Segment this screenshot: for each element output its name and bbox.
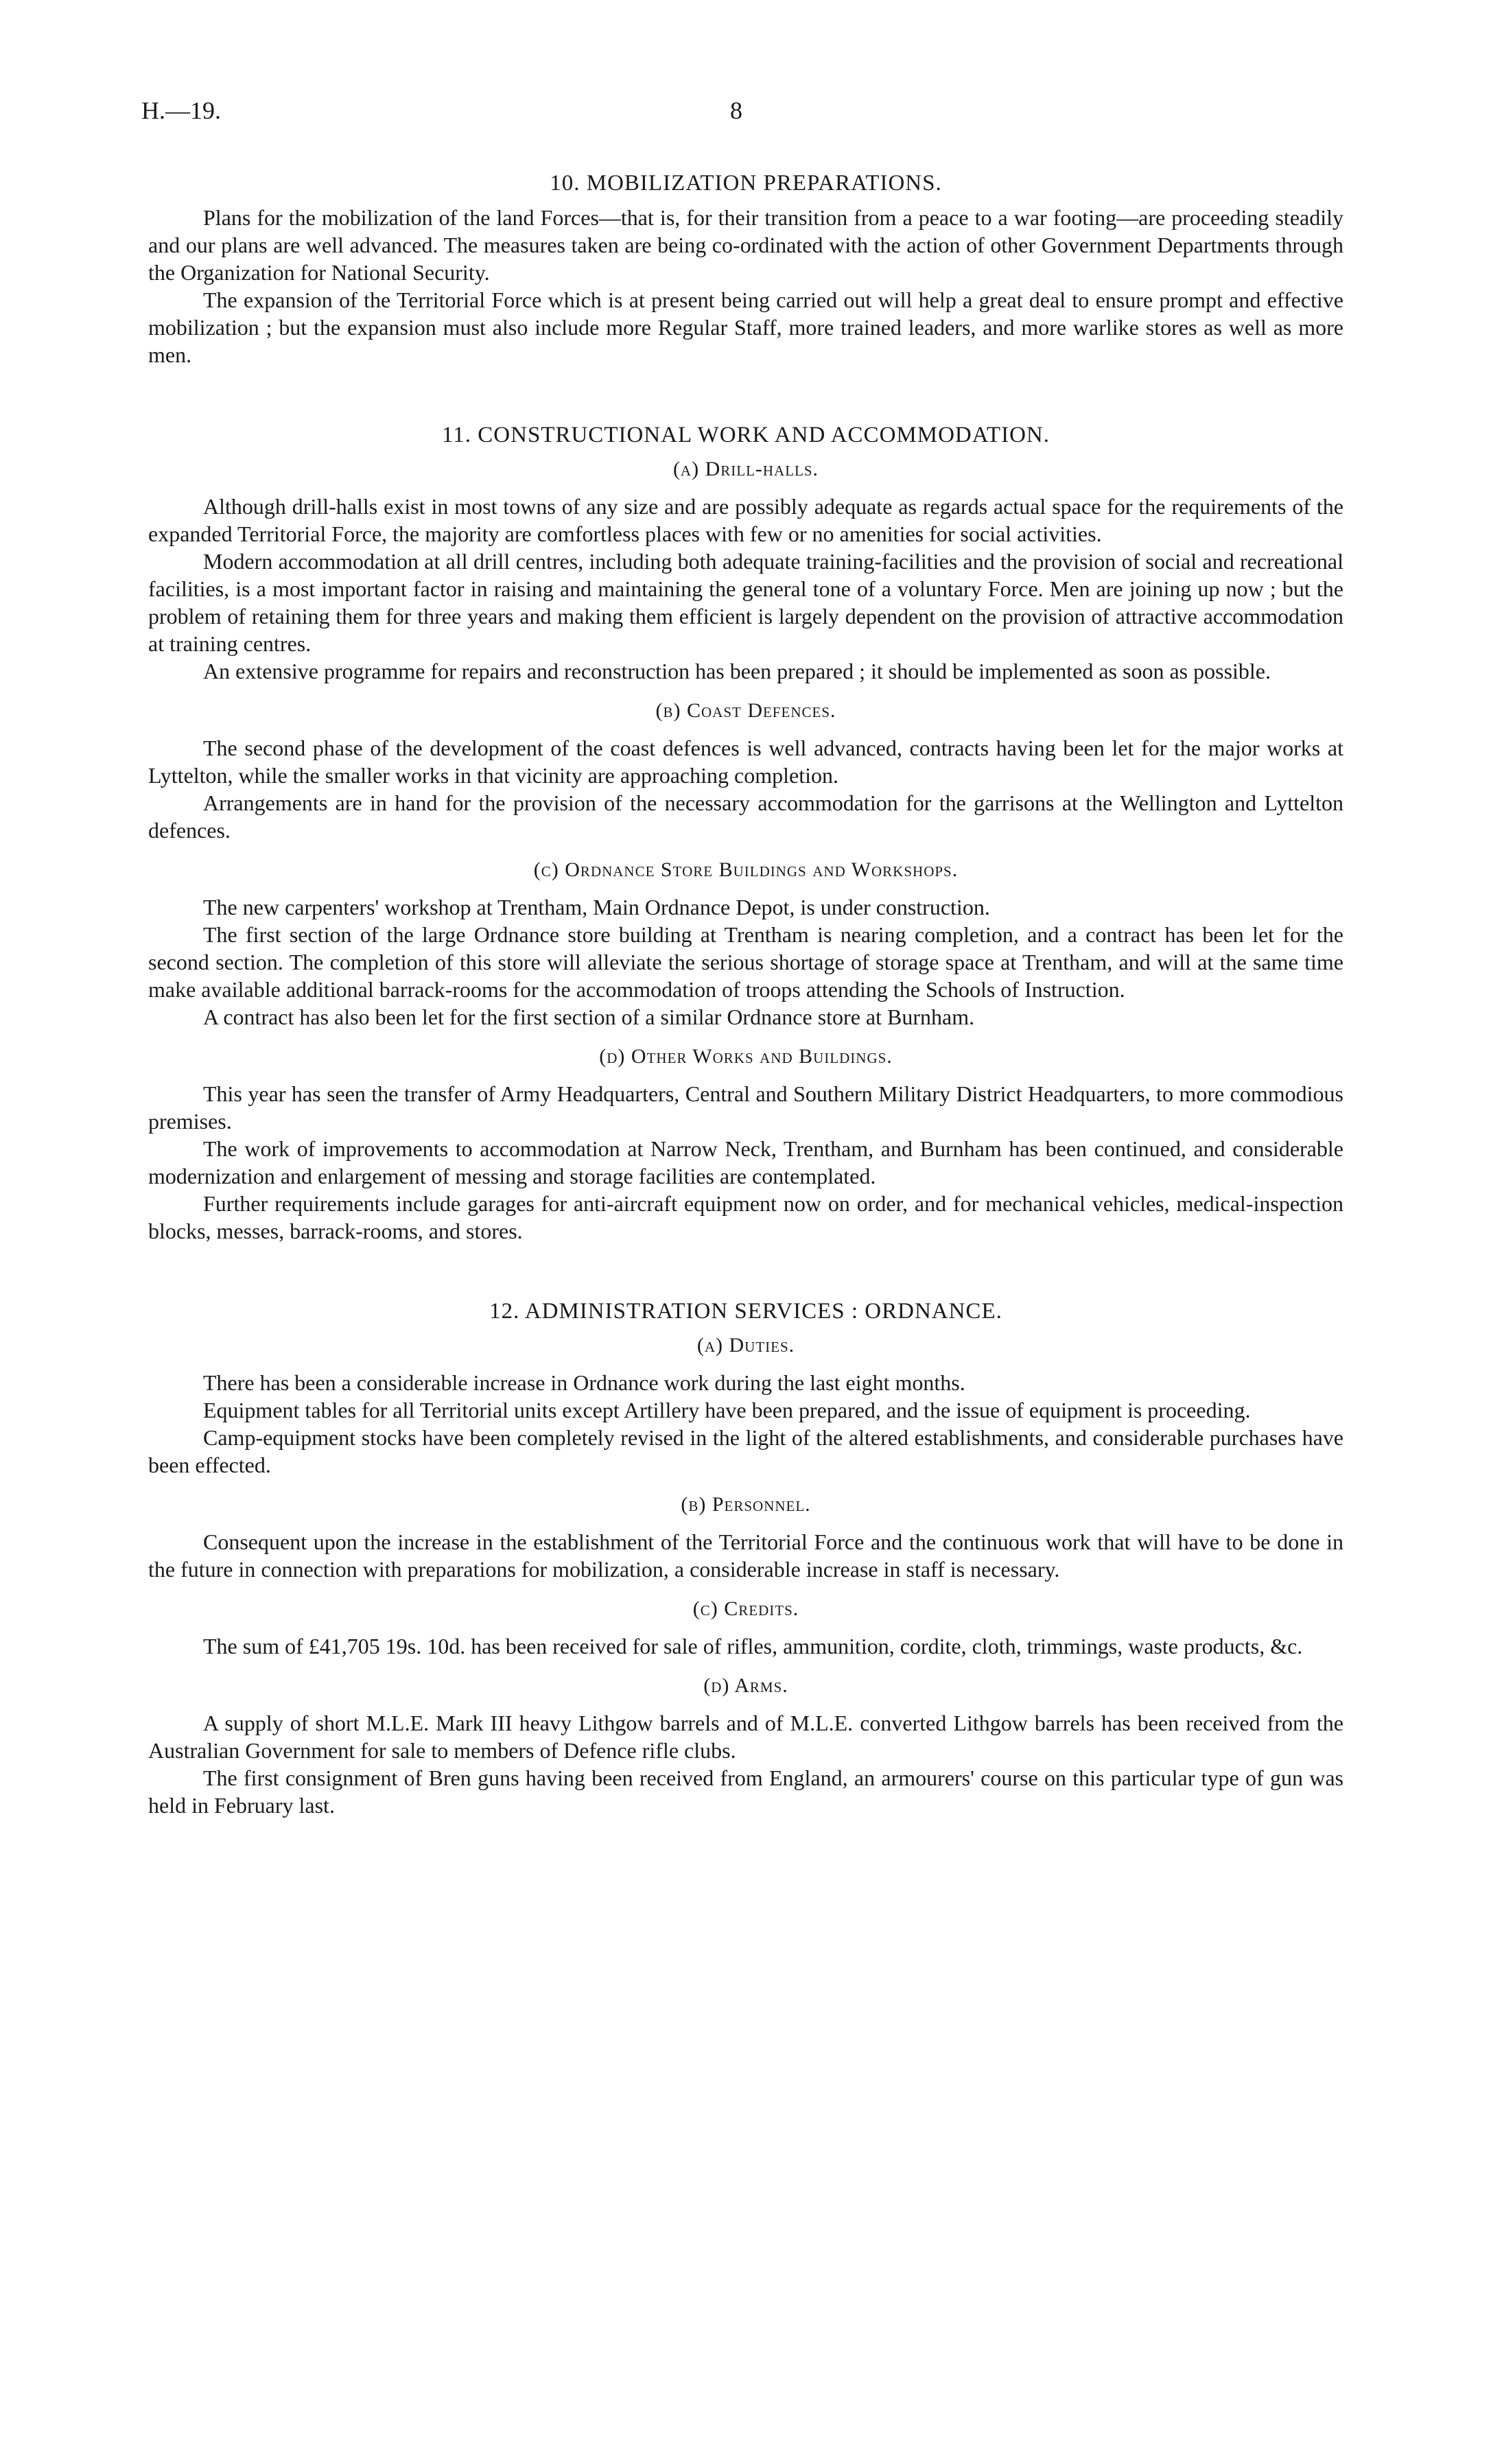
subsection-heading-ordnance-store: (c) Ordnance Store Buildings and Workshops. [533,858,959,881]
subsection-heading-credits: (c) Credits. [692,1597,799,1620]
paragraph: Plans for the mobilization of the land Forces—that is, for their transition from a peace to a war footing—are proceeding steadily and our plans are well advanced. The measures taken are being co-ordinated with the action of other Government Departments through the Organization for National Security. [148,205,1343,285]
paragraph: This year has seen the transfer of Army Headquarters, Central and Southern Military District Headquarters, to more commodious premises. [148,1081,1343,1134]
section-mobilization-preparations [148,168,1343,368]
section-administration-services [148,1296,1343,1819]
document-reference: H.—19. [141,97,221,124]
subsection-heading-duties: (a) Duties. [696,1334,795,1357]
paragraph: The expansion of the Territorial Force which is at present being carried out will help a great deal to ensure prompt and effective mobilization ; but the expansion must also include more Regular Staff, more trained leaders, and more warlike stores as well as more men. [148,288,1343,367]
subsection-heading-personnel: (b) Personnel. [681,1493,811,1516]
paragraph: Arrangements are in hand for the provision of the necessary accommodation for the garrisons at the Wellington and Lyttelton defences. [148,790,1343,843]
paragraph: The second phase of the development of the coast defences is well advanced, contracts having been let for the major works at Lyttelton, while the smaller works in that vicinity are approaching completion. [148,736,1343,788]
subsection-heading-arms: (d) Arms. [703,1674,788,1697]
paragraph: Camp-equipment stocks have been completely revised in the light of the altered establishments, and considerable purchases have been effected. [148,1425,1343,1477]
paragraph: The work of improvements to accommodation at Narrow Neck, Trentham, and Burnham has been continued, and considerable modernization and enlargement of messing and storage facilities are contemplated. [148,1136,1343,1188]
paragraph: An extensive programme for repairs and reconstruction has been prepared ; it should be implemented as soon as possible. [203,659,1271,683]
paragraph: A contract has also been let for the first section of a similar Ordnance store at Burnham. [203,1005,975,1029]
page-header [141,96,1350,137]
section-heading: 11. CONSTRUCTIONAL WORK AND ACCOMMODATION. [442,423,1050,447]
subsection-heading-other-works: (d) Other Works and Buildings. [599,1045,893,1068]
paragraph: The new carpenters' workshop at Trentham, Main Ordnance Depot, is under construction. [203,895,990,919]
subsection-heading-drill-halls: (a) Drill-halls. [672,458,819,480]
paragraph: The first section of the large Ordnance store building at Trentham is nearing completion, and a contract has been let for the second section. The completion of this store will alleviate the serious shortage of storage space at Trentham, and will at the same time make available additional barrack-rooms for the accommodation of troops attending the Schools of Instruction. [148,922,1343,1002]
paragraph: A supply of short M.L.E. Mark III heavy Lithgow barrels and of M.L.E. converted Lithgow barrels has been received from the Australian Government for sale to members of Defence rifle clubs. [148,1711,1343,1763]
paragraph: The first consignment of Bren guns having been received from England, an armourers' course on this particular type of gun was held in February last. [148,1765,1343,1818]
paragraph: Consequent upon the increase in the establishment of the Territorial Force and the continuous work that will have to be done in the future in connection with preparations for mobilization, a considerable increase in staff is necessary. [148,1529,1343,1582]
paragraph: The sum of £41,705 19s. 10d. has been received for sale of rifles, ammunition, cordite, cloth, trimmings, waste products, &c. [203,1634,1303,1658]
page-body [148,168,1343,1819]
subsection-heading-coast-defences: (b) Coast Defences. [655,699,836,722]
paragraph: Equipment tables for all Territorial units except Artillery have been prepared, and the issue of equipment is proceeding. [203,1398,1251,1422]
paragraph: Further requirements include garages for anti-aircraft equipment now on order, and for mechanical vehicles, medical-inspection blocks, messes, barrack-rooms, and stores. [148,1191,1343,1243]
section-heading: 12. ADMINISTRATION SERVICES : ORDNANCE. [489,1299,1002,1324]
page-number: 8 [730,97,742,124]
section-heading: 10. MOBILIZATION PREPARATIONS. [550,171,942,196]
paragraph: There has been a considerable increase in Ordnance work during the last eight months. [203,1370,965,1395]
section-constructional-work [148,420,1343,1245]
paragraph: Although drill-halls exist in most towns of any size and are possibly adequate as regards actual space for the requirements of the expanded Territorial Force, the majority are comfortless places with few or no amenities for social activities. [148,494,1343,546]
paragraph: Modern accommodation at all drill centres, including both adequate training-facilities and the provision of social and recreational facilities, is a most important factor in raising and maintaining the general tone of a voluntary Force. Men are joining up now ; but the problem of retaining them for three years and making them efficient is largely dependent on the provision of attractive accommodation at training centres. [148,549,1343,656]
